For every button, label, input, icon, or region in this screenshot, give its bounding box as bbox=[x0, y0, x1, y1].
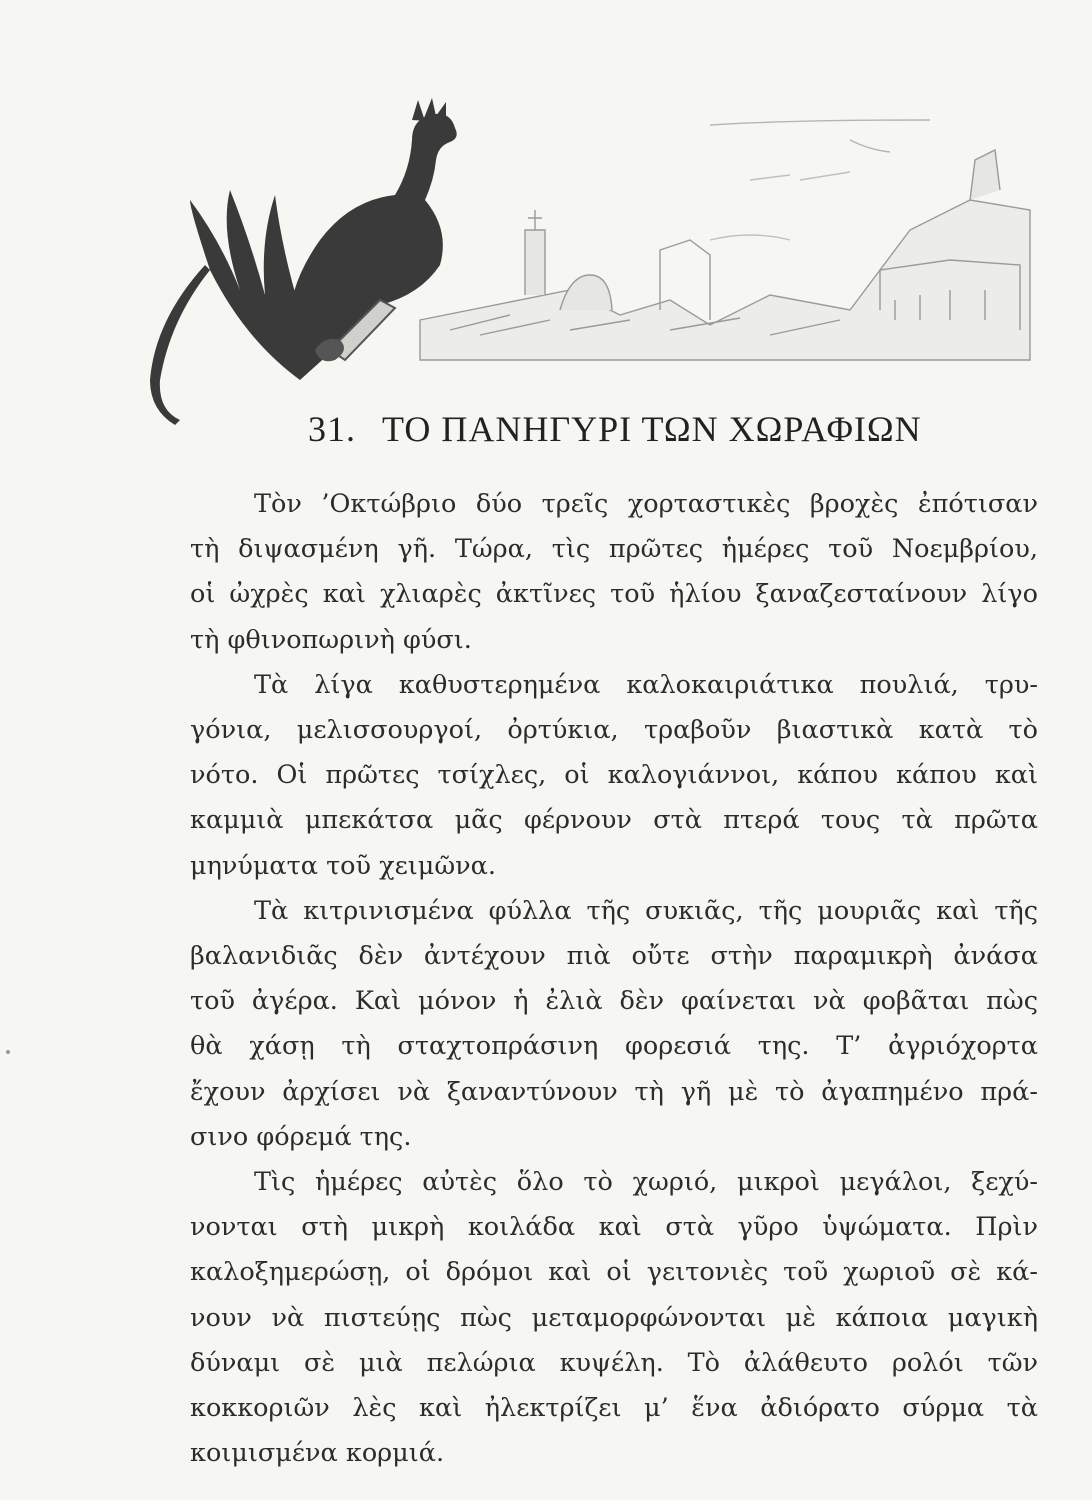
text-line: τοῦ ἀγέρα. Καὶ μόνον ἡ ἐλιὰ δὲν φαίνεται νὰ φοβᾶται πὼς bbox=[190, 986, 1038, 1017]
text-line: νουν νὰ πιστεύῃς πὼς μεταμορφώνονται μὲ κάποια μαγικὴ bbox=[190, 1302, 1038, 1333]
text-line: Τὰ λίγα καθυστερημένα καλοκαιριάτικα πουλιά, τρυ- bbox=[254, 669, 1038, 700]
chapter-title: ΤΟ ΠΑΝΗΓΥΡΙ ΤΩΝ ΧΩΡΑΦΙΩΝ bbox=[382, 409, 922, 449]
paragraph bbox=[190, 889, 1038, 1160]
text-line: καλοξημερώσῃ, οἱ δρόμοι καὶ οἱ γειτονιὲς τοῦ χωριοῦ σὲ κά- bbox=[190, 1257, 1038, 1288]
text-line: Τὰ κιτρινισμένα φύλλα τῆς συκιᾶς, τῆς μουριᾶς καὶ τῆς bbox=[254, 895, 1038, 926]
text-line: τὴ φθινοπωρινὴ φύσι. bbox=[190, 624, 472, 655]
text-line: κοκκοριῶν λὲς καὶ ἠλεκτρίζει μ’ ἕνα ἀδιόρατο σύρμα τὰ bbox=[190, 1393, 1038, 1424]
scan-speck bbox=[6, 1050, 10, 1054]
text-line: κοιμισμένα κορμιά. bbox=[190, 1438, 445, 1469]
text-line: νονται στὴ μικρὴ κοιλάδα καὶ στὰ γῦρο ὑψώματα. Πρὶν bbox=[190, 1212, 1038, 1243]
text-line: τὴ διψασμένη γῆ. Τώρα, τὶς πρῶτες ἡμέρες τοῦ Νοεμβρίου, bbox=[190, 534, 1038, 565]
text-line: νότο. Οἱ πρῶτες τσίχλες, οἱ καλογιάννοι, κάπου κάπου καὶ bbox=[190, 760, 1038, 791]
chapter-body bbox=[190, 482, 1038, 1476]
text-line: θὰ χάσῃ τὴ σταχτοπράσινη φορεσιά της. Τ’ ἀγριόχορτα bbox=[190, 1031, 1038, 1062]
paragraph bbox=[190, 663, 1038, 889]
text-line: δύναμι σὲ μιὰ πελώρια κυψέλη. Τὸ ἀλάθευτο ρολόι τῶν bbox=[190, 1347, 1038, 1378]
text-line: μηνύματα τοῦ χειμῶνα. bbox=[190, 850, 496, 881]
rooster-village-illustration bbox=[150, 80, 1050, 460]
text-line: καμμιὰ μπεκάτσα μᾶς φέρνουν στὰ πτερά τους τὰ πρῶτα bbox=[190, 805, 1038, 836]
text-line: βαλανιδιᾶς δὲν ἀντέχουν πιὰ οὔτε στὴν παραμικρὴ ἀνάσα bbox=[190, 941, 1038, 972]
chapter-number: 31. bbox=[308, 409, 356, 449]
text-line: σινο φόρεμά της. bbox=[190, 1121, 412, 1152]
text-line: γόνια, μελισσουργοί, ὀρτύκια, τραβοῦν βιαστικὰ κατὰ τὸ bbox=[190, 715, 1038, 746]
paragraph bbox=[190, 482, 1038, 663]
chapter-heading bbox=[308, 408, 922, 450]
text-line: ἔχουν ἀρχίσει νὰ ξαναντύνουν τὴ γῆ μὲ τὸ ἀγαπημένο πρά- bbox=[190, 1076, 1038, 1107]
paragraph bbox=[190, 1160, 1038, 1476]
text-line: Τὸν ’Οκτώβριο δύο τρεῖς χορταστικὲς βροχὲς ἐπότισαν bbox=[254, 489, 1038, 519]
text-line: Τὶς ἡμέρες αὐτὲς ὅλο τὸ χωριό, μικροὶ μεγάλοι, ξεχύ- bbox=[254, 1167, 1038, 1198]
text-line: οἱ ὠχρὲς καὶ χλιαρὲς ἀκτῖνες τοῦ ἡλίου ξαναζεσταίνουν λίγο bbox=[190, 579, 1038, 610]
